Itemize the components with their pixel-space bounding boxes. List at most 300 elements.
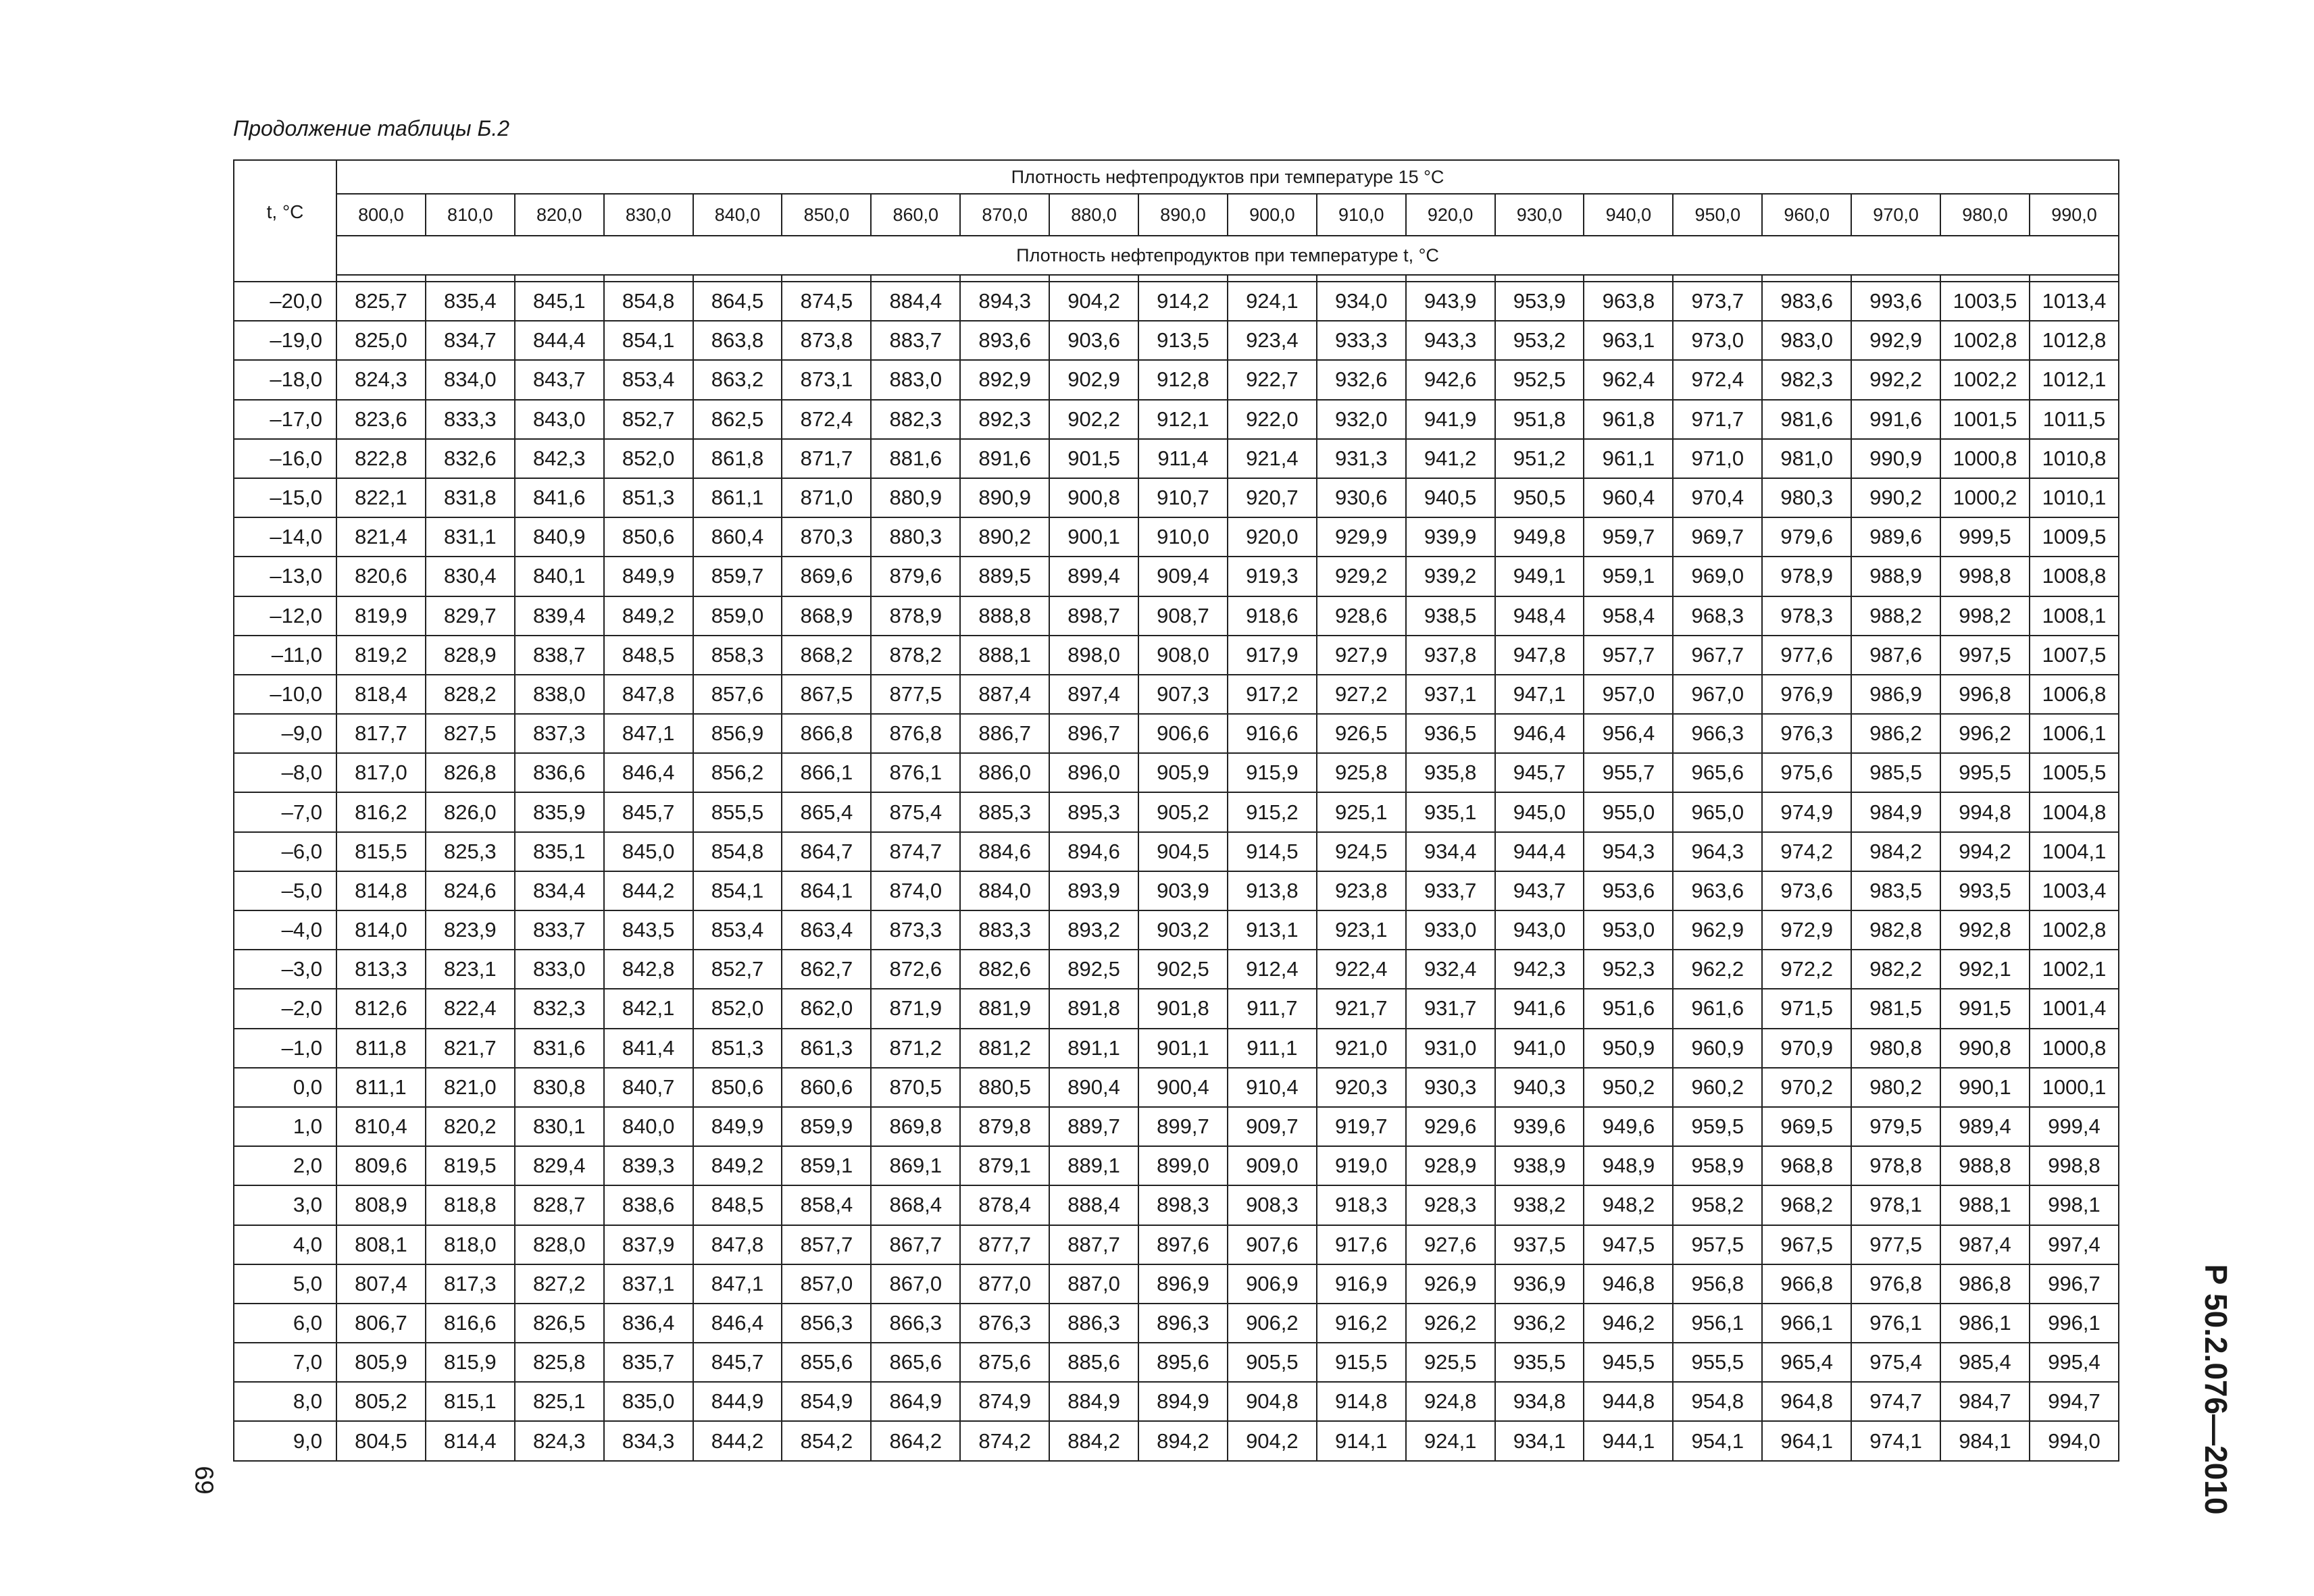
density-value-cell: 898,0 [1049, 636, 1138, 675]
density-value-cell: 875,6 [960, 1343, 1049, 1382]
density-value-cell: 931,3 [1317, 439, 1406, 478]
density-value-cell: 895,3 [1049, 792, 1138, 831]
density-value-cell: 817,3 [426, 1264, 515, 1304]
density-value-cell: 835,4 [426, 282, 515, 321]
density-value-cell: 925,1 [1317, 792, 1406, 831]
density-value-cell: 881,2 [960, 1029, 1049, 1068]
density-value-cell: 915,2 [1228, 792, 1317, 831]
density-value-cell: 870,3 [782, 517, 871, 557]
density-value-cell: 892,3 [960, 400, 1049, 439]
density-value-cell: 896,3 [1138, 1304, 1228, 1343]
density-value-cell: 856,3 [782, 1304, 871, 1343]
density-value-cell: 970,2 [1762, 1068, 1851, 1107]
density-value-cell: 809,6 [336, 1146, 426, 1185]
density-value-cell: 996,8 [1940, 675, 2030, 714]
density-value-cell: 815,9 [426, 1343, 515, 1382]
temperature-cell: –16,0 [234, 439, 336, 478]
separator-cell [1940, 275, 2030, 282]
density-value-cell: 893,6 [960, 321, 1049, 360]
density-value-cell: 826,5 [515, 1304, 604, 1343]
table-row [234, 1264, 2119, 1304]
separator-cell [604, 275, 693, 282]
density-value-cell: 858,3 [693, 636, 782, 675]
temperature-cell: 3,0 [234, 1185, 336, 1225]
density-header-cell: 960,0 [1762, 194, 1851, 236]
density-value-cell: 989,4 [1940, 1107, 2030, 1146]
density-value-cell: 871,7 [782, 439, 871, 478]
density-value-cell: 847,1 [693, 1264, 782, 1304]
density-value-cell: 1001,4 [2030, 989, 2119, 1028]
density-value-cell: 959,1 [1584, 557, 1673, 596]
density-value-cell: 948,4 [1495, 596, 1584, 636]
separator-cell [515, 275, 604, 282]
density-value-cell: 911,4 [1138, 439, 1228, 478]
density-value-cell: 861,8 [693, 439, 782, 478]
density-value-cell: 867,7 [871, 1225, 960, 1264]
density-value-cell: 950,2 [1584, 1068, 1673, 1107]
density-value-cell: 999,5 [1940, 517, 2030, 557]
temperature-cell: –20,0 [234, 282, 336, 321]
density-value-cell: 988,8 [1940, 1146, 2030, 1185]
density-value-cell: 995,4 [2030, 1343, 2119, 1382]
density-value-cell: 849,9 [604, 557, 693, 596]
table-row [234, 1068, 2119, 1107]
density-value-cell: 900,8 [1049, 478, 1138, 517]
density-value-cell: 879,1 [960, 1146, 1049, 1185]
density-value-cell: 1000,8 [2030, 1029, 2119, 1068]
density-value-cell: 940,3 [1495, 1068, 1584, 1107]
density-value-cell: 972,4 [1673, 360, 1762, 399]
density-value-cell: 864,9 [871, 1382, 960, 1421]
density-value-cell: 960,4 [1584, 478, 1673, 517]
density-value-cell: 924,8 [1406, 1382, 1495, 1421]
density-value-cell: 986,8 [1940, 1264, 2030, 1304]
density-value-cell: 982,3 [1762, 360, 1851, 399]
table-row [234, 714, 2119, 753]
density-value-cell: 876,8 [871, 714, 960, 753]
density-value-cell: 961,6 [1673, 989, 1762, 1028]
density-value-cell: 837,9 [604, 1225, 693, 1264]
density-value-cell: 804,5 [336, 1421, 426, 1460]
density-value-cell: 830,1 [515, 1107, 604, 1146]
density-header-cell: 810,0 [426, 194, 515, 236]
density-value-cell: 902,5 [1138, 950, 1228, 989]
density-value-cell: 805,2 [336, 1382, 426, 1421]
density-value-cell: 838,6 [604, 1185, 693, 1225]
density-value-cell: 1002,1 [2030, 950, 2119, 989]
density-value-cell: 849,2 [693, 1146, 782, 1185]
temperature-cell: –19,0 [234, 321, 336, 360]
density-value-cell: 844,2 [604, 871, 693, 910]
density-value-cell: 901,8 [1138, 989, 1228, 1028]
density-value-cell: 814,0 [336, 910, 426, 950]
density-value-cell: 880,3 [871, 517, 960, 557]
density-value-cell: 875,4 [871, 792, 960, 831]
density-value-cell: 912,1 [1138, 400, 1228, 439]
density-value-cell: 1008,8 [2030, 557, 2119, 596]
separator-cell [1049, 275, 1138, 282]
density-value-cell: 808,9 [336, 1185, 426, 1225]
density-value-cell: 807,4 [336, 1264, 426, 1304]
density-value-cell: 893,2 [1049, 910, 1138, 950]
density-value-cell: 958,2 [1673, 1185, 1762, 1225]
density-value-cell: 828,7 [515, 1185, 604, 1225]
density-value-cell: 812,6 [336, 989, 426, 1028]
density-value-cell: 900,4 [1138, 1068, 1228, 1107]
density-value-cell: 899,7 [1138, 1107, 1228, 1146]
density-value-cell: 902,2 [1049, 400, 1138, 439]
density-value-cell: 835,1 [515, 832, 604, 871]
density-value-cell: 932,0 [1317, 400, 1406, 439]
density-value-cell: 986,1 [1940, 1304, 2030, 1343]
density-value-cell: 820,2 [426, 1107, 515, 1146]
density-value-cell: 924,1 [1228, 282, 1317, 321]
density-value-cell: 943,0 [1495, 910, 1584, 950]
temperature-cell: –6,0 [234, 832, 336, 871]
density-value-cell: 971,7 [1673, 400, 1762, 439]
density-value-cell: 917,9 [1228, 636, 1317, 675]
separator-cell [426, 275, 515, 282]
density-value-cell: 827,2 [515, 1264, 604, 1304]
density-header-cell: 920,0 [1406, 194, 1495, 236]
density-value-cell: 937,8 [1406, 636, 1495, 675]
density-value-cell: 966,3 [1673, 714, 1762, 753]
density-value-cell: 890,9 [960, 478, 1049, 517]
density-value-cell: 901,1 [1138, 1029, 1228, 1068]
table-row [234, 557, 2119, 596]
density-value-cell: 976,9 [1762, 675, 1851, 714]
density-value-cell: 925,8 [1317, 753, 1406, 792]
density-value-cell: 892,5 [1049, 950, 1138, 989]
density-value-cell: 857,0 [782, 1264, 871, 1304]
density-value-cell: 997,4 [2030, 1225, 2119, 1264]
density-value-cell: 865,4 [782, 792, 871, 831]
density-value-cell: 996,1 [2030, 1304, 2119, 1343]
density-value-cell: 979,6 [1762, 517, 1851, 557]
density-value-cell: 850,6 [693, 1068, 782, 1107]
density-value-cell: 963,6 [1673, 871, 1762, 910]
density-value-cell: 932,6 [1317, 360, 1406, 399]
density-value-cell: 859,1 [782, 1146, 871, 1185]
density-value-cell: 921,0 [1317, 1029, 1406, 1068]
density-value-cell: 992,2 [1851, 360, 1940, 399]
density-value-cell: 946,2 [1584, 1304, 1673, 1343]
density-value-cell: 879,8 [960, 1107, 1049, 1146]
density-value-cell: 998,8 [2030, 1146, 2119, 1185]
temperature-cell: 0,0 [234, 1068, 336, 1107]
density-value-cell: 841,4 [604, 1029, 693, 1068]
density-value-cell: 898,7 [1049, 596, 1138, 636]
density-value-cell: 878,2 [871, 636, 960, 675]
density-value-cell: 974,2 [1762, 832, 1851, 871]
density-value-cell: 889,1 [1049, 1146, 1138, 1185]
density-value-cell: 827,5 [426, 714, 515, 753]
density-value-cell: 945,5 [1584, 1343, 1673, 1382]
density-value-cell: 834,3 [604, 1421, 693, 1460]
density-value-cell: 924,5 [1317, 832, 1406, 871]
density-value-cell: 825,1 [515, 1382, 604, 1421]
density-value-cell: 987,6 [1851, 636, 1940, 675]
temperature-cell: 5,0 [234, 1264, 336, 1304]
density-value-cell: 880,9 [871, 478, 960, 517]
density-value-cell: 906,9 [1228, 1264, 1317, 1304]
density-15-header: Плотность нефтепродуктов при температуре 15 °C [336, 160, 2119, 194]
density-value-cell: 957,7 [1584, 636, 1673, 675]
density-value-cell: 854,9 [782, 1382, 871, 1421]
density-value-cell: 974,7 [1851, 1382, 1940, 1421]
density-value-cell: 910,4 [1228, 1068, 1317, 1107]
table-row [234, 675, 2119, 714]
density-value-cell: 997,5 [1940, 636, 2030, 675]
density-value-cell: 856,2 [693, 753, 782, 792]
density-value-cell: 867,5 [782, 675, 871, 714]
density-value-cell: 927,9 [1317, 636, 1406, 675]
density-value-cell: 829,7 [426, 596, 515, 636]
density-header-cell: 830,0 [604, 194, 693, 236]
density-value-cell: 980,3 [1762, 478, 1851, 517]
density-value-cell: 915,9 [1228, 753, 1317, 792]
density-value-cell: 934,0 [1317, 282, 1406, 321]
density-value-cell: 914,5 [1228, 832, 1317, 871]
separator-cell [960, 275, 1049, 282]
density-value-cell: 883,0 [871, 360, 960, 399]
density-value-cell: 982,8 [1851, 910, 1940, 950]
density-value-cell: 976,1 [1851, 1304, 1940, 1343]
density-value-cell: 881,6 [871, 439, 960, 478]
density-value-cell: 833,3 [426, 400, 515, 439]
density-value-cell: 1000,8 [1940, 439, 2030, 478]
density-value-cell: 951,6 [1584, 989, 1673, 1028]
density-value-cell: 1006,8 [2030, 675, 2119, 714]
density-value-cell: 969,0 [1673, 557, 1762, 596]
density-value-cell: 1004,8 [2030, 792, 2119, 831]
density-value-cell: 917,2 [1228, 675, 1317, 714]
density-value-cell: 994,8 [1940, 792, 2030, 831]
density-value-cell: 860,6 [782, 1068, 871, 1107]
density-value-cell: 852,0 [604, 439, 693, 478]
density-value-cell: 943,9 [1406, 282, 1495, 321]
density-value-cell: 847,1 [604, 714, 693, 753]
density-table [233, 159, 2119, 1462]
density-value-cell: 843,0 [515, 400, 604, 439]
density-value-cell: 871,0 [782, 478, 871, 517]
density-value-cell: 984,9 [1851, 792, 1940, 831]
density-value-cell: 910,7 [1138, 478, 1228, 517]
density-value-cell: 843,5 [604, 910, 693, 950]
separator-cell [1495, 275, 1584, 282]
table-caption: Продолжение таблицы Б.2 [233, 116, 509, 140]
density-value-cell: 976,3 [1762, 714, 1851, 753]
density-value-cell: 964,1 [1762, 1421, 1851, 1460]
density-header-cell: 850,0 [782, 194, 871, 236]
density-value-cell: 879,6 [871, 557, 960, 596]
density-value-cell: 842,1 [604, 989, 693, 1028]
density-value-cell: 826,0 [426, 792, 515, 831]
density-value-cell: 874,0 [871, 871, 960, 910]
table-row [234, 1029, 2119, 1068]
density-value-cell: 811,8 [336, 1029, 426, 1068]
density-value-cell: 908,7 [1138, 596, 1228, 636]
density-value-cell: 835,0 [604, 1382, 693, 1421]
density-value-cell: 853,4 [604, 360, 693, 399]
temperature-cell: –5,0 [234, 871, 336, 910]
density-value-cell: 909,0 [1228, 1146, 1317, 1185]
density-value-cell: 1006,1 [2030, 714, 2119, 753]
density-value-cell: 926,2 [1406, 1304, 1495, 1343]
density-value-cell: 964,3 [1673, 832, 1762, 871]
density-value-cell: 936,2 [1495, 1304, 1584, 1343]
table-row [234, 1421, 2119, 1460]
density-value-cell: 1001,5 [1940, 400, 2030, 439]
density-value-cell: 816,2 [336, 792, 426, 831]
density-value-cell: 994,0 [2030, 1421, 2119, 1460]
density-value-cell: 884,6 [960, 832, 1049, 871]
density-value-cell: 921,7 [1317, 989, 1406, 1028]
density-value-cell: 895,6 [1138, 1343, 1228, 1382]
density-value-cell: 954,1 [1673, 1421, 1762, 1460]
density-value-cell: 867,0 [871, 1264, 960, 1304]
density-value-cell: 939,9 [1406, 517, 1495, 557]
density-value-cell: 957,5 [1673, 1225, 1762, 1264]
density-value-cell: 934,4 [1406, 832, 1495, 871]
density-value-cell: 882,3 [871, 400, 960, 439]
density-value-cell: 938,5 [1406, 596, 1495, 636]
table-row [234, 832, 2119, 871]
document-code: Р 50.2.076—2010 [2198, 1264, 2234, 1515]
separator-cell [336, 275, 426, 282]
density-value-cell: 912,8 [1138, 360, 1228, 399]
density-value-cell: 891,8 [1049, 989, 1138, 1028]
density-value-cell: 948,2 [1584, 1185, 1673, 1225]
density-value-cell: 813,3 [336, 950, 426, 989]
density-value-cell: 955,7 [1584, 753, 1673, 792]
density-value-cell: 936,9 [1495, 1264, 1584, 1304]
density-value-cell: 947,1 [1495, 675, 1584, 714]
density-value-cell: 819,9 [336, 596, 426, 636]
density-value-cell: 852,7 [604, 400, 693, 439]
density-value-cell: 851,3 [604, 478, 693, 517]
density-value-cell: 950,9 [1584, 1029, 1673, 1068]
density-header-cell: 940,0 [1584, 194, 1673, 236]
density-value-cell: 903,2 [1138, 910, 1228, 950]
density-value-cell: 868,2 [782, 636, 871, 675]
density-value-cell: 1005,5 [2030, 753, 2119, 792]
density-value-cell: 955,0 [1584, 792, 1673, 831]
temperature-cell: –18,0 [234, 360, 336, 399]
density-value-cell: 882,6 [960, 950, 1049, 989]
density-value-cell: 963,1 [1584, 321, 1673, 360]
temperature-cell: –9,0 [234, 714, 336, 753]
density-header-cell: 840,0 [693, 194, 782, 236]
density-value-cell: 960,9 [1673, 1029, 1762, 1068]
table-row [234, 596, 2119, 636]
density-value-cell: 990,1 [1940, 1068, 2030, 1107]
density-value-cell: 872,4 [782, 400, 871, 439]
density-header-cell: 980,0 [1940, 194, 2030, 236]
density-value-cell: 852,7 [693, 950, 782, 989]
density-value-cell: 986,9 [1851, 675, 1940, 714]
density-value-cell: 1012,1 [2030, 360, 2119, 399]
density-value-cell: 857,6 [693, 675, 782, 714]
density-value-cell: 834,4 [515, 871, 604, 910]
density-value-cell: 947,8 [1495, 636, 1584, 675]
density-value-cell: 937,1 [1406, 675, 1495, 714]
density-value-cell: 913,8 [1228, 871, 1317, 910]
density-value-cell: 856,9 [693, 714, 782, 753]
density-value-cell: 934,1 [1495, 1421, 1584, 1460]
density-value-cell: 840,9 [515, 517, 604, 557]
density-value-cell: 1002,8 [1940, 321, 2030, 360]
density-value-cell: 984,1 [1940, 1421, 2030, 1460]
density-value-cell: 927,2 [1317, 675, 1406, 714]
density-value-cell: 886,0 [960, 753, 1049, 792]
density-value-cell: 839,4 [515, 596, 604, 636]
density-value-cell: 944,8 [1584, 1382, 1673, 1421]
temperature-cell: –7,0 [234, 792, 336, 831]
density-header-cell: 990,0 [2030, 194, 2119, 236]
table-row [234, 517, 2119, 557]
density-value-cell: 978,1 [1851, 1185, 1940, 1225]
density-value-cell: 927,6 [1406, 1225, 1495, 1264]
density-value-cell: 953,9 [1495, 282, 1584, 321]
density-value-cell: 953,0 [1584, 910, 1673, 950]
density-value-cell: 873,8 [782, 321, 871, 360]
density-value-cell: 873,3 [871, 910, 960, 950]
density-value-cell: 836,4 [604, 1304, 693, 1343]
density-value-cell: 868,9 [782, 596, 871, 636]
density-value-cell: 838,7 [515, 636, 604, 675]
density-value-cell: 842,8 [604, 950, 693, 989]
density-value-cell: 887,7 [1049, 1225, 1138, 1264]
density-value-cell: 993,6 [1851, 282, 1940, 321]
density-value-cell: 956,1 [1673, 1304, 1762, 1343]
density-value-cell: 928,6 [1317, 596, 1406, 636]
density-value-cell: 819,5 [426, 1146, 515, 1185]
density-value-cell: 930,3 [1406, 1068, 1495, 1107]
density-value-cell: 887,4 [960, 675, 1049, 714]
density-value-cell: 814,8 [336, 871, 426, 910]
density-value-cell: 929,2 [1317, 557, 1406, 596]
separator-cell [1762, 275, 1851, 282]
table-row [234, 478, 2119, 517]
density-value-cell: 904,2 [1049, 282, 1138, 321]
density-value-cell: 838,0 [515, 675, 604, 714]
density-value-cell: 984,7 [1940, 1382, 2030, 1421]
table-row [234, 1304, 2119, 1343]
density-value-cell: 861,3 [782, 1029, 871, 1068]
density-value-cell: 924,1 [1406, 1421, 1495, 1460]
density-value-cell: 874,7 [871, 832, 960, 871]
density-value-cell: 864,1 [782, 871, 871, 910]
density-value-cell: 906,6 [1138, 714, 1228, 753]
density-value-cell: 916,6 [1228, 714, 1317, 753]
table-row [234, 282, 2119, 321]
density-value-cell: 821,4 [336, 517, 426, 557]
temperature-column-header: t, °C [234, 160, 336, 282]
density-value-cell: 938,9 [1495, 1146, 1584, 1185]
density-value-cell: 845,1 [515, 282, 604, 321]
density-value-cell: 998,2 [1940, 596, 2030, 636]
density-value-cell: 869,1 [871, 1146, 960, 1185]
separator-cell [1317, 275, 1406, 282]
density-value-cell: 986,2 [1851, 714, 1940, 753]
density-value-cell: 839,3 [604, 1146, 693, 1185]
density-value-cell: 1002,2 [1940, 360, 2030, 399]
density-value-cell: 951,8 [1495, 400, 1584, 439]
density-value-cell: 876,3 [960, 1304, 1049, 1343]
density-value-cell: 832,3 [515, 989, 604, 1028]
density-value-cell: 832,6 [426, 439, 515, 478]
